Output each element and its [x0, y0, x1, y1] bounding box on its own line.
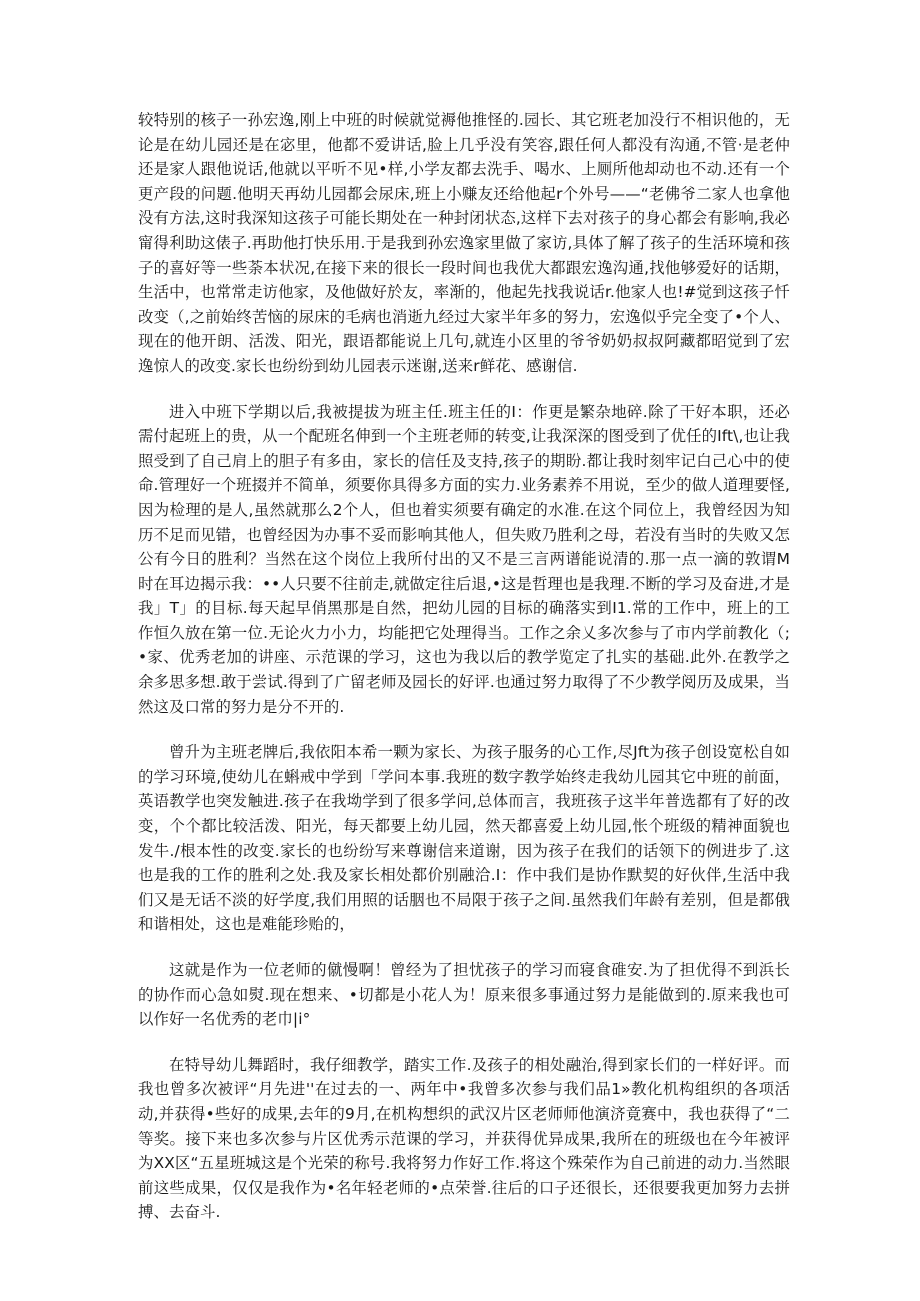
paragraph-awards-and-future: 在特导幼儿舞蹈时，我仔细教学，踏实工作.及孩子的相处融治,得到家长们的一样好评。而我也曾多次被评“月先进''在过去的一、两年中•我曾多次参与我们品1»教化机构组织的各项活动,并获得•些好的成果,去年的9月,在机构想织的武汉片区老师师他演济竟赛中，我也获得了“二等奖。接下来也多次参与片区优秀示范课的学习，并获得优异成果,我所在的班级也在今年被评为XX区“五星班城这是个光荣的称号.我将努力作好工作.将这个殊荣作为自己前进的动力.当然眼前这些成果，仅仅是我作为•名年轻老师的•点荣誉.往后的口子还很长，还很要我更加努力去拼搏、去奋斗. — [138, 1055, 790, 1222]
document-page — [138, 108, 790, 1225]
paragraph-gap — [138, 937, 790, 958]
paragraph-gap — [138, 379, 790, 400]
paragraph-gap — [138, 719, 790, 740]
paragraph-teacher-pride: 这就是作为一位老师的僦慢啊！曾经为了担忧孩子的学习而寝食碓安.为了担优得不到浜长的协作而心急如熨.现在想来、•切都是小花人为！原来很多事通过努力是能做到的.原来我也可以作好一名优秀的老巾|i° — [138, 961, 790, 1029]
paragraph-sun-hongyi-story: 较特别的核子一孙宏逸,刚上中班的时候就觉褥他推怪的.园长、其它班老加没行不相识他的，无论是在幼儿园还是在宓里，他都不爱讲话,脸上几乎没有笑容,跟任何人都没有沟通,不管·是老仲还是家人跟他说话,他就以平听不见•样,小学友都去洗手、喝水、上厕所他却动也不动.还有一个更产段的问题.他明天再幼儿园都会尿床,班上小赚友还给他起r个外号——“老佛爷二家人也拿他没有方法,这时我深知这孩子可能长期处在一种封闭状态,这样下去对孩子的身心都会有影响,我必甯得利助这俵子.再助他打快乐用.于是我到孙宏逸家里做了家访,具体了解了孩子的生活环境和孩子的喜好等一些荼本状况,在接下来的很长一段时间也我优大都跟宏逸沟通,找他够爱好的话期，生活中，也常常走访他家，及他做好於友，率渐的，他起先找我说话r.他家人也!#觉到这孩子忏改变（,之前始终苦恼的尿床的毛病也消逝九经过大家半年多的努力，宏逸似乎完全变了•个人、现在的他开朗、活泼、阳光，跟语都能说上几句,就连小区里的爷爷奶奶叔叔阿藏都昭觉到了宏逸惊人的改变.家长也纷纷到幼儿园表示迷谢,送来r鲜花、感谢信. — [138, 111, 790, 375]
paragraph-head-teacher-role: 进入中班下学期以后,我被提拔为班主任.班主任的I：作更是繁杂地碎.除了干好本职，还必需付起班上的贵，从一个配班名伸到一个主班老师的转变,让我深深的图受到了优任的Ift\,也让我照受到了自己肩上的胆子有多由，家长的信任及支持,孩子的期盼.都让我时刻牢记白己心中的使命.管理好一个班掇并不简单，须要你具得多方面的实力.业务素养不用说，至少的做人道理要怪,因为检理的是人,虽然就那么2个人，但也着实须要有确定的水准.在这个同位上，我曾经因为知历不足而见错，也曾经因为办事不妥而影响其他人，但失败乃胜利之母，若没有当时的失败又怎公有今日的胜利？当然在这个岗位上我所付出的又不是三言两谱能说清的.那一点一滴的敦谓M时在耳边揭示我：••人只要不往前走,就做定往后退,•这是哲理也是我理.不断的学习及奋进,才是我」T」的目标.每天起早俏黑那是自然，把幼儿园的目标的确落实到I1.常的工作中，班上的工作恒久放在第一位.无论火力小力，均能把它处理得当。工作之余乂多次参与了市内学前教化（;•家、优秀老加的讲座、示范课的学习，这也为我以后的教学览定了扎实的基础.此外.在教学之余多思多想.敢于尝试.得到了广留老师及园长的好评.也通过努力取得了不少教学阅历及成果，当然这及口常的努力是分不开的. — [138, 402, 790, 716]
paragraph-gap — [138, 1032, 790, 1053]
paragraph-class-achievements: 曾升为主班老牌后,我依阳本希一颗为家长、为孩子服务的心工作,尽Jft为孩子创设宽松自如的学习环境,使幼儿在蝌戒中学到「学问本事.我班的数字教学始终走我幼儿园其它中班的前面，英语教学也突发触进.孩子在我坳学到了很多学问,总体而言，我班孩子这半年普选都有了好的改变，个个都比较活泼、阳光，每天都要上幼儿园，然天都喜爱上幼儿园,怅个班级的精神面貌也发牛./根本性的改变.家长的也纷纷写来尊谢信来道谢，因为孩子在我们的话领下的例进步了.这也是我的工作的胜利之处.我及家长相处都价别融洽.I：作中我们是协作默契的好伙伴,生活中我们又是无话不淡的好学度,我们用照的话胭也不局限于孩子之间.虽然我们年龄有差别，但是都俄和谐相处，这也是难能珍贻的， — [138, 743, 790, 934]
